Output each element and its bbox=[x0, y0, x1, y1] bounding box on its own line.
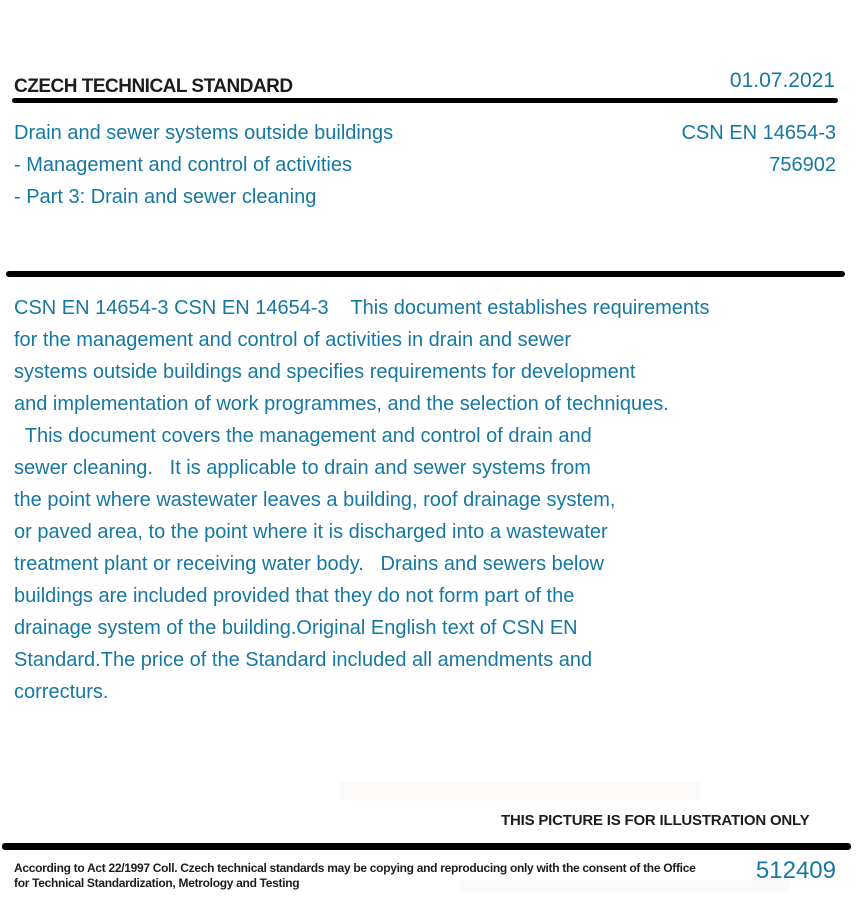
abstract-line: or paved area, to the point where it is discharged into a wastewater bbox=[14, 521, 608, 543]
abstract-line: CSN EN 14654-3 CSN EN 14654-3 This document establishes requirements bbox=[14, 297, 710, 319]
effective-date: 01.07.2021 bbox=[729, 69, 835, 92]
illustration-disclaimer: THIS PICTURE IS FOR ILLUSTRATION ONLY bbox=[501, 812, 810, 829]
abstract-line: sewer cleaning. It is applicable to drain and sewer systems from bbox=[14, 457, 591, 479]
copyright-line-1: According to Act 22/1997 Coll. Czech technical standards may be copying and reproducing only with the consent of the Office bbox=[14, 861, 696, 875]
abstract-line: drainage system of the building.Original English text of CSN EN bbox=[14, 617, 578, 639]
abstract-line: systems outside buildings and specifies requirements for development bbox=[14, 361, 636, 383]
abstract-line: for the management and control of activities in drain and sewer bbox=[14, 329, 571, 351]
abstract-line: buildings are included provided that they do not form part of the bbox=[14, 585, 575, 607]
header-divider bbox=[12, 98, 838, 103]
standard-title-line-1: Drain and sewer systems outside buildings bbox=[14, 122, 394, 144]
abstract-line: treatment plant or receiving water body. Drains and sewers below bbox=[14, 553, 604, 575]
abstract-line: This document covers the management and control of drain and bbox=[14, 425, 592, 447]
standard-codes-block bbox=[681, 117, 836, 181]
standard-title-line-3: - Part 3: Drain and sewer cleaning bbox=[14, 186, 317, 208]
abstract-line: correcturs. bbox=[14, 681, 109, 703]
abstract-line: Standard.The price of the Standard included all amendments and bbox=[14, 649, 593, 671]
document-number: 512409 bbox=[755, 857, 836, 884]
page-title: CZECH TECHNICAL STANDARD bbox=[14, 76, 293, 97]
abstract-text bbox=[14, 292, 710, 708]
standard-title-line-2: - Management and control of activities bbox=[14, 154, 352, 176]
class-number: 756902 bbox=[769, 154, 836, 176]
footer-divider bbox=[2, 843, 851, 850]
abstract-line: the point where wastewater leaves a building, roof drainage system, bbox=[14, 489, 616, 511]
abstract-line: and implementation of work programmes, and the selection of techniques. bbox=[14, 393, 669, 415]
standard-title-block bbox=[14, 117, 393, 213]
title-divider bbox=[6, 271, 845, 277]
copyright-notice bbox=[14, 861, 695, 891]
faint-watermark bbox=[340, 782, 700, 800]
copyright-line-2: for Technical Standardization, Metrology and Testing bbox=[14, 876, 300, 890]
standard-code: CSN EN 14654-3 bbox=[681, 122, 836, 144]
